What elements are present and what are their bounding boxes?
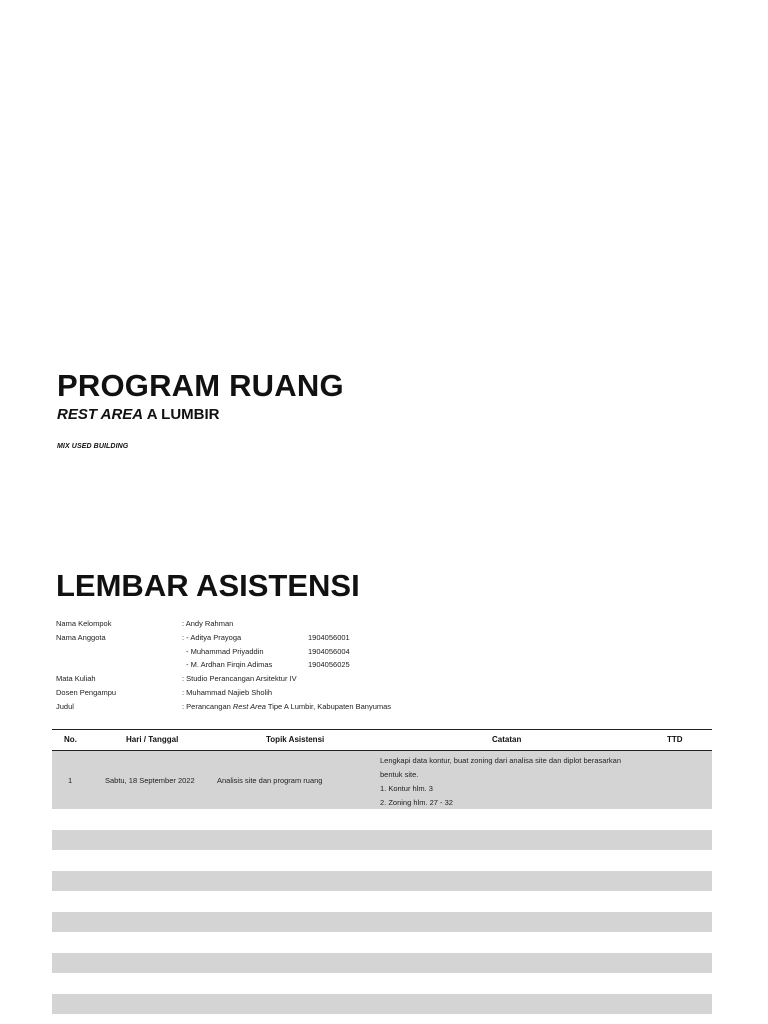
- header-topic: Topik Asistensi: [266, 735, 325, 744]
- program-title-block: [57, 366, 344, 424]
- row-no: 1: [68, 776, 73, 785]
- judul-suffix: Tipe A Lumbir, Kabupaten Banyumas: [265, 701, 392, 711]
- row-note-line: Lengkapi data kontur, buat zoning dari analisa site dan diplot berasarkan: [380, 756, 621, 765]
- program-subtitle: [57, 406, 344, 424]
- header-notes: Catatan: [492, 735, 522, 744]
- building-type-tag: MIX USED BUILDING: [57, 443, 129, 450]
- empty-table-row: [52, 953, 712, 973]
- dosen-label: Dosen Pengampu: [56, 687, 117, 697]
- program-title: PROGRAM RUANG: [57, 368, 344, 403]
- info-row-anggota-3: [56, 658, 456, 672]
- empty-table-row: [52, 912, 712, 932]
- empty-table-row: [52, 871, 712, 891]
- anggota-name: - Muhammad Priyaddin: [186, 646, 264, 656]
- info-block: [56, 617, 456, 714]
- row-note-line: 1. Kontur hlm. 3: [380, 784, 433, 793]
- row-date: Sabtu, 18 September 2022: [105, 776, 195, 785]
- info-row-dosen: [56, 686, 456, 700]
- matkul-label: Mata Kuliah: [56, 674, 96, 684]
- header-date: Hari / Tanggal: [126, 735, 179, 744]
- subtitle-italic: REST AREA: [57, 406, 144, 423]
- judul-italic: Rest Area: [232, 701, 266, 711]
- judul-label: Judul: [56, 701, 74, 711]
- anggota-name: - M. Ardhan Firqin Adimas: [186, 660, 273, 670]
- info-row-judul: [56, 700, 456, 714]
- kelompok-label: Nama Kelompok: [56, 619, 112, 628]
- matkul-value: : Studio Perancangan Arsitektur IV: [182, 674, 297, 684]
- row-note-line: 2. Zoning hlm. 27 - 32: [380, 798, 453, 807]
- anggota-nim: 1904056004: [308, 646, 350, 656]
- subtitle-rest: A LUMBIR: [143, 406, 220, 423]
- info-row-matkul: [56, 672, 456, 686]
- info-row-anggota-2: [56, 645, 456, 659]
- empty-table-row: [52, 994, 712, 1014]
- info-row-kelompok: [56, 617, 456, 631]
- asistensi-table: [52, 729, 712, 807]
- anggota-nim: 1904056025: [308, 660, 350, 670]
- row-topic: Analisis site dan program ruang: [217, 776, 323, 785]
- lembar-title: LEMBAR ASISTENSI: [56, 568, 360, 603]
- anggota-name: : - Aditya Prayoga: [182, 632, 242, 642]
- table-header: [52, 729, 712, 751]
- header-sign: TTD: [667, 735, 683, 744]
- header-no: No.: [64, 735, 77, 744]
- anggota-nim: 1904056001: [308, 632, 350, 642]
- info-row-anggota-1: [56, 631, 456, 645]
- table-row: [52, 751, 712, 809]
- judul-value: [182, 700, 391, 714]
- anggota-label: Nama Anggota: [56, 632, 106, 642]
- judul-prefix: : Perancangan: [182, 701, 233, 711]
- dosen-value: : Muhammad Najieb Sholih: [182, 687, 273, 697]
- kelompok-value: : Andy Rahman: [182, 619, 234, 628]
- empty-table-row: [52, 830, 712, 850]
- row-note-line: bentuk site.: [380, 770, 419, 779]
